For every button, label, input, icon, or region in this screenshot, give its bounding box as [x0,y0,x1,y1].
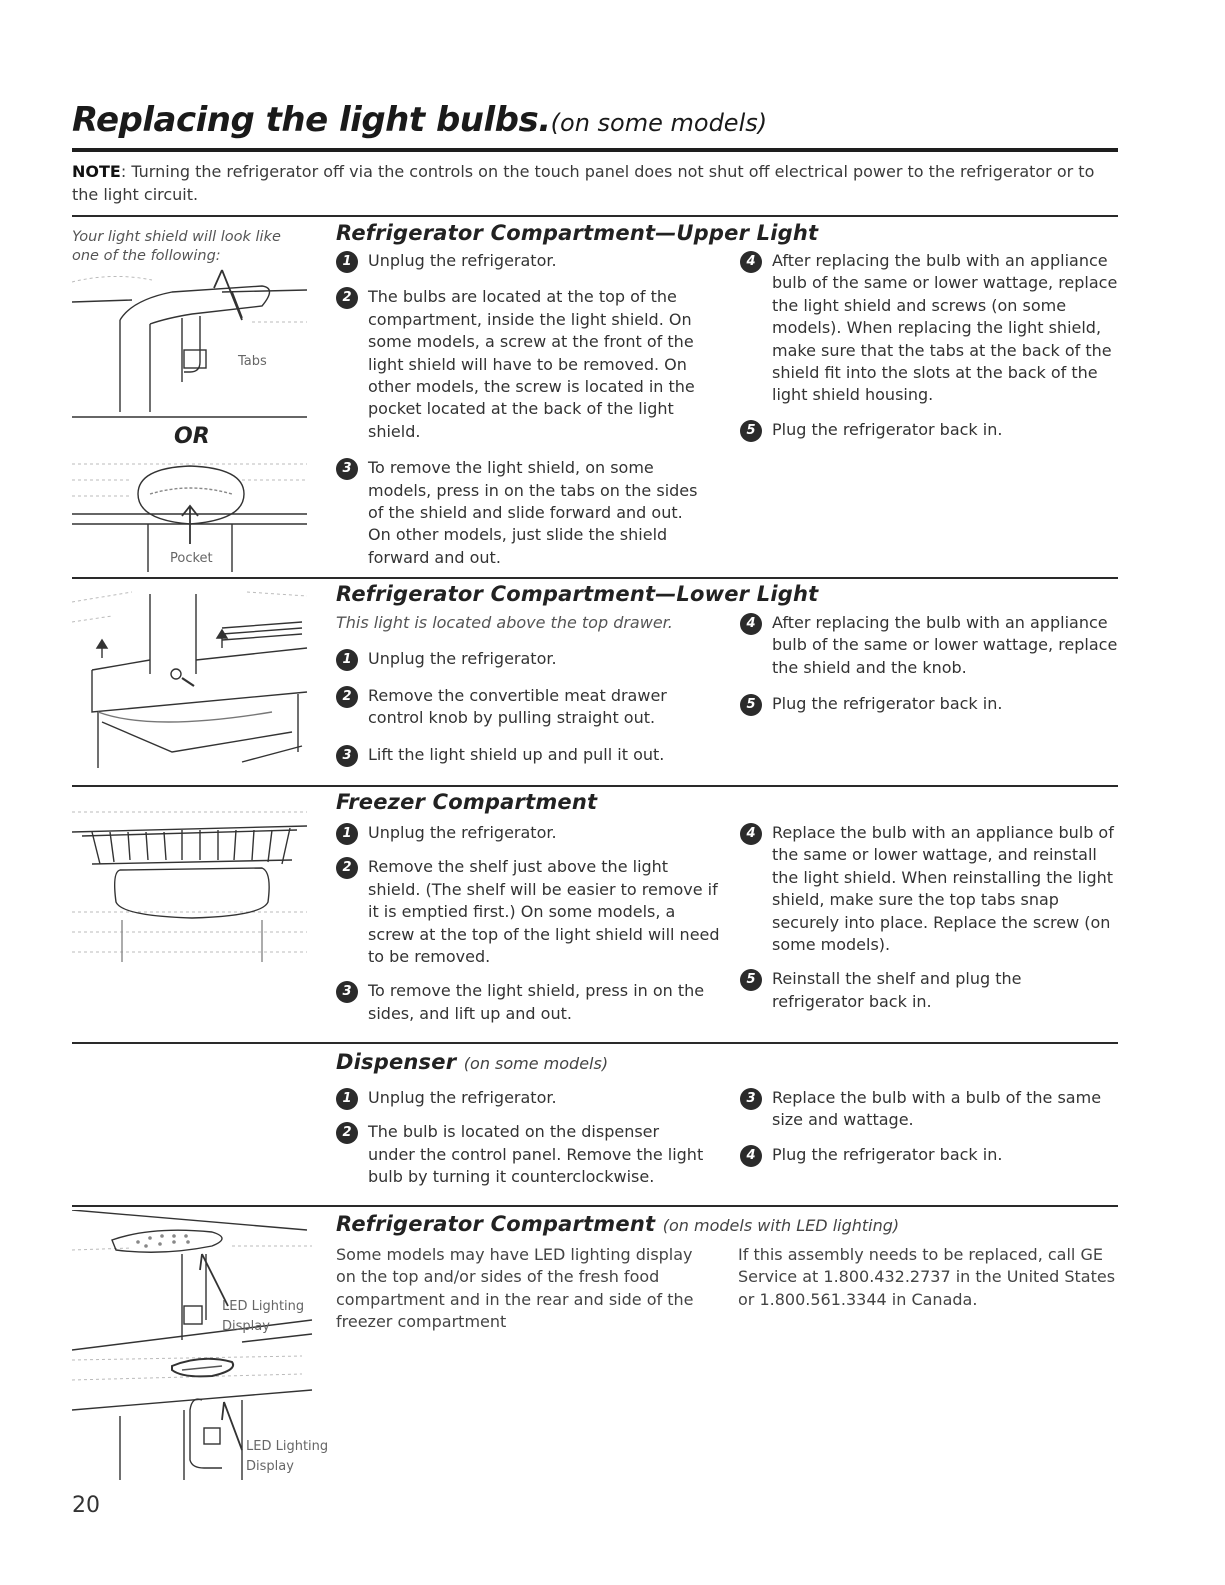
lower-steps-right [740,612,1118,724]
lower-light-heading: Refrigerator Compartment—Lower Light [336,582,819,606]
step-number: 3 [336,458,358,480]
upper-step-1: 1 Unplug the refrigerator. [336,250,710,272]
step-number: 1 [336,1088,358,1110]
freezer-steps-right [740,822,1118,1021]
dispenser-step-1: 1 Unplug the refrigerator. [336,1087,710,1109]
dispenser-steps-right [740,1087,1118,1174]
led-left-paragraph: Some models may have LED lighting display on the top and/or sides of the fresh food compartment and in the rear and side of the freezer compartment [336,1245,694,1332]
step-number: 5 [740,969,762,991]
step-number: 1 [336,251,358,273]
step-number: 4 [740,823,762,845]
step-number: 5 [740,420,762,442]
step-number: 2 [336,857,358,879]
upper-light-heading: Refrigerator Compartment—Upper Light [336,221,819,245]
note-label: NOTE [72,162,121,181]
led-label-bottom-1: LED Lighting [246,1439,329,1454]
lower-step-5: 5 Plug the refrigerator back in. [740,693,1118,715]
freezer-step-3: 3 To remove the light shield, press in on the sides, and lift up and out. [336,980,720,1025]
pocket-label: Pocket [170,551,213,566]
lower-step-1: 1 Unplug the refrigerator. [336,648,710,670]
freezer-heading: Freezer Compartment [336,790,598,814]
step-number: 2 [336,287,358,309]
section-divider [72,215,1118,217]
lower-step-2: 2 Remove the convertible meat drawer control knob by pulling straight out. [336,685,710,730]
upper-step-2: 2 The bulbs are located at the top of the compartment, inside the light shield. On some models, a screw at the front of the light shield will have to be removed. On other models, the screw is located in the pocket located at the back of the light shield. [336,286,710,443]
led-label-bottom-2: Display [246,1459,294,1474]
dispenser-step-2: 2 The bulb is located on the dispenser under the control panel. Remove the light bulb by turning it counterclockwise. [336,1121,710,1188]
note-paragraph [72,160,1118,206]
upper-step-3: 3 To remove the light shield, on some models, press in on the tabs on the sides of the shield and slide forward and out. On other models, just slide the shield forward and out. [336,457,710,569]
dispenser-step-3: 3 Replace the bulb with a bulb of the same size and wattage. [740,1087,1118,1132]
step-number: 3 [740,1088,762,1110]
step-number: 3 [336,981,358,1003]
title-rule [72,148,1118,152]
freezer-step-4: 4 Replace the bulb with an appliance bulb of the same or lower wattage, and reinstall the light shield. When reinstalling the light shield, make sure the top tabs snap securely into place. Replace the screw (on some models). [740,822,1118,956]
upper-shield-tabs-figure [72,262,312,422]
shield-caption: Your light shield will look like one of the following: [72,229,281,264]
tabs-label: Tabs [238,354,267,369]
step-number: 2 [336,1122,358,1144]
freezer-step-2: 2 Remove the shelf just above the light shield. (The shelf will be easier to remove if it is emptied first.) On some models, a screw at the top of the light shield will need to be removed. [336,856,720,968]
led-heading: Refrigerator Compartment (on models with LED lighting) [336,1212,900,1236]
upper-steps-left [336,250,710,577]
dispenser-heading-qualifier: (on some models) [463,1054,609,1073]
step-number: 4 [740,1145,762,1167]
dispenser-step-4: 4 Plug the refrigerator back in. [740,1144,1118,1166]
lower-light-figure [72,582,312,774]
or-label: OR [174,424,210,449]
led-heading-qualifier: (on models with LED lighting) [662,1216,900,1235]
freezer-step-1: 1 Unplug the refrigerator. [336,822,720,844]
page-number: 20 [72,1493,100,1518]
step-number: 3 [336,745,358,767]
led-right-paragraph: If this assembly needs to be replaced, call GE Service at 1.800.432.2737 in the United States or 1.800.561.3344 in Canada. [738,1245,1116,1309]
led-label-top-1: LED Lighting [222,1299,305,1314]
led-label-top-2: Display [222,1319,270,1334]
step-number: 1 [336,823,358,845]
freezer-step-5: 5 Reinstall the shelf and plug the refrigerator back in. [740,968,1118,1013]
page-title: Replacing the light bulbs.(on some models) [72,100,768,140]
lower-steps-left [336,612,710,774]
step-number: 2 [336,686,358,708]
freezer-light-figure [72,802,312,964]
dispenser-heading: Dispenser (on some models) [336,1050,609,1074]
lower-light-intro: This light is located above the top drawer. [336,613,673,632]
page-title-qualifier: (on some models) [550,109,768,137]
dispenser-steps-left [336,1087,710,1197]
upper-step-4: 4 After replacing the bulb with an appliance bulb of the same or lower wattage, replace the light shield and screws (on some models). When replacing the light shield, make sure that the tabs at the back of the shield fit into the slots at the back of the light shield housing. [740,250,1118,407]
lower-step-4: 4 After replacing the bulb with an appliance bulb of the same or lower wattage, replace the shield and the knob. [740,612,1118,679]
step-number: 4 [740,613,762,635]
lower-step-3: 3 Lift the light shield up and pull it out. [336,744,710,766]
section-divider [72,1042,1118,1044]
step-number: 4 [740,251,762,273]
step-number: 1 [336,649,358,671]
section-divider [72,785,1118,787]
upper-step-5: 5 Plug the refrigerator back in. [740,419,1118,441]
note-text: : Turning the refrigerator off via the controls on the touch panel does not shut off electrical power to the refrigerator or to the light circuit. [72,162,1095,204]
led-lighting-figure [72,1210,332,1490]
upper-shield-pocket-figure [72,454,312,572]
section-divider [72,577,1118,579]
upper-steps-right [740,250,1118,449]
step-number: 5 [740,694,762,716]
section-divider [72,1205,1118,1207]
freezer-steps-left [336,822,720,1033]
